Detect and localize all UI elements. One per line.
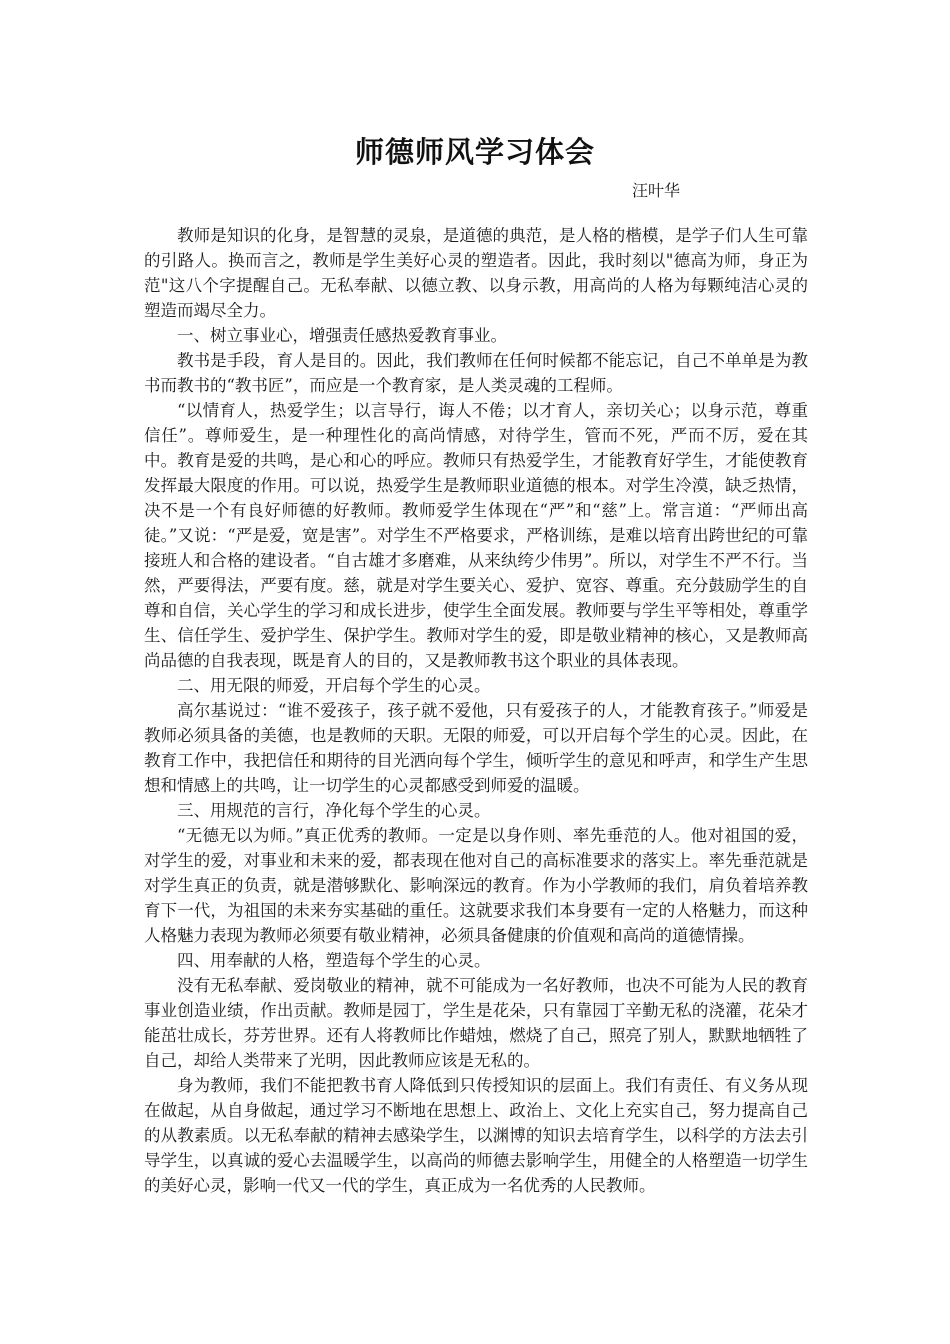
section-heading-1: 一、树立事业心，增强责任感热爱教育事业。 [177,326,507,345]
paragraph: “以情育人，热爱学生；以言导行，诲人不倦；以才育人，亲切关心；以身示范，尊重信任”。尊师爱生，是一种理性化的高尚情感，对待学生，管而不死，严而不厉，爱在其中。教育是爱的共鸣，是心和心的呼应。教师只有热爱学生，才能教育好学生，才能使教育发挥最大限度的作用。可以说，热爱学生是教师职业道德的根本。对学生冷漠，缺乏热情，决不是一个有良好师德的好教师。教师爱学生体现在“严”和“慈”上。常言道：“严师出高徒。”又说：“严是爱，宽是害”。对学生不严格要求，严格训练，是难以培育出跨世纪的可靠接班人和合格的建设者。“自古雄才多磨难，从来纨绔少伟男”。所以，对学生不严不行。当然，严要得法，严要有度。慈，就是对学生要关心、爱护、宽容、尊重。充分鼓励学生的自尊和自信，关心学生的学习和成长进步，使学生全面发展。教师要与学生平等相处，尊重学生、信任学生、爱护学生、保护学生。教师对学生的爱，即是敬业精神的核心，又是教师高尚品德的自我表现，既是育人的目的，又是教师教书这个职业的具体表现。 [144,401,808,670]
paragraph: 教书是手段，育人是目的。因此，我们教师在任何时候都不能忘记，自己不单单是为教书而教书的“教书匠”，而应是一个教育家，是人类灵魂的工程师。 [144,351,808,395]
paragraph: “无德无以为师。”真正优秀的教师。一定是以身作则、率先垂范的人。他对祖国的爱，对学生的爱，对事业和未来的爱，都表现在他对自己的高标准要求的落实上。率先垂范就是对学生真正的负责，就是潜够默化、影响深远的教育。作为小学教师的我们，肩负着培养教育下一代，为祖国的未来夯实基础的重任。这就要求我们本身要有一定的人格魅力，而这种人格魅力表现为教师必须要有敬业精神，必须具备健康的价值观和高尚的道德情操。 [144,826,808,945]
document-title: 师德师风学习体会 [354,135,595,169]
paragraph-conclusion: 身为教师，我们不能把教书育人降低到只传授知识的层面上。我们有责任、有义务从现在做起，从自身做起，通过学习不断地在思想上、政治上、文化上充实自己，努力提高自己的从教素质。以无私奉献的精神去感染学生，以渊博的知识去培育学生，以科学的方法去引导学生，以真诚的爱心去温暖学生，以高尚的师德去影响学生，用健全的人格塑造一切学生的美好心灵，影响一代又一代的学生，真正成为一名优秀的人民教师。 [144,1076,808,1195]
paragraph: 没有无私奉献、爱岗敬业的精神，就不可能成为一名好教师，也决不可能为人民的教育事业创造业绩，作出贡献。教师是园丁，学生是花朵，只有靠园丁辛勤无私的浇灌，花朵才能茁壮成长，芬芳世界。还有人将教师比作蜡烛，燃烧了自己，照亮了别人，默默地牺牲了自己，却给人类带来了光明，因此教师应该是无私的。 [144,976,808,1070]
paragraph-intro: 教师是知识的化身，是智慧的灵泉，是道德的典范，是人格的楷模，是学子们人生可靠的引路人。换而言之，教师是学生美好心灵的塑造者。因此，我时刻以"德高为师，身正为范"这八个字提醒自己。无私奉献、以德立教、以身示教，用高尚的人格为每颗纯洁心灵的塑造而竭尽全力。 [144,226,808,320]
section-heading-2: 二、用无限的师爱，开启每个学生的心灵。 [177,676,491,695]
section-heading-3: 三、用规范的言行，净化每个学生的心灵。 [177,801,491,820]
author-name: 汪叶华 [632,181,681,200]
paragraph: 高尔基说过：“谁不爱孩子，孩子就不爱他，只有爱孩子的人，才能教育孩子。”师爱是教师必须具备的美德，也是教师的天职。无限的师爱，可以开启每个学生的心灵。因此，在教育工作中，我把信任和期待的目光洒向每个学生，倾听学生的意见和呼声，和学生产生思想和情感上的共鸣，让一切学生的心灵都感受到师爱的温暖。 [144,701,808,795]
section-heading-4: 四、用奉献的人格，塑造每个学生的心灵。 [177,951,491,970]
document-body [144,223,808,1198]
